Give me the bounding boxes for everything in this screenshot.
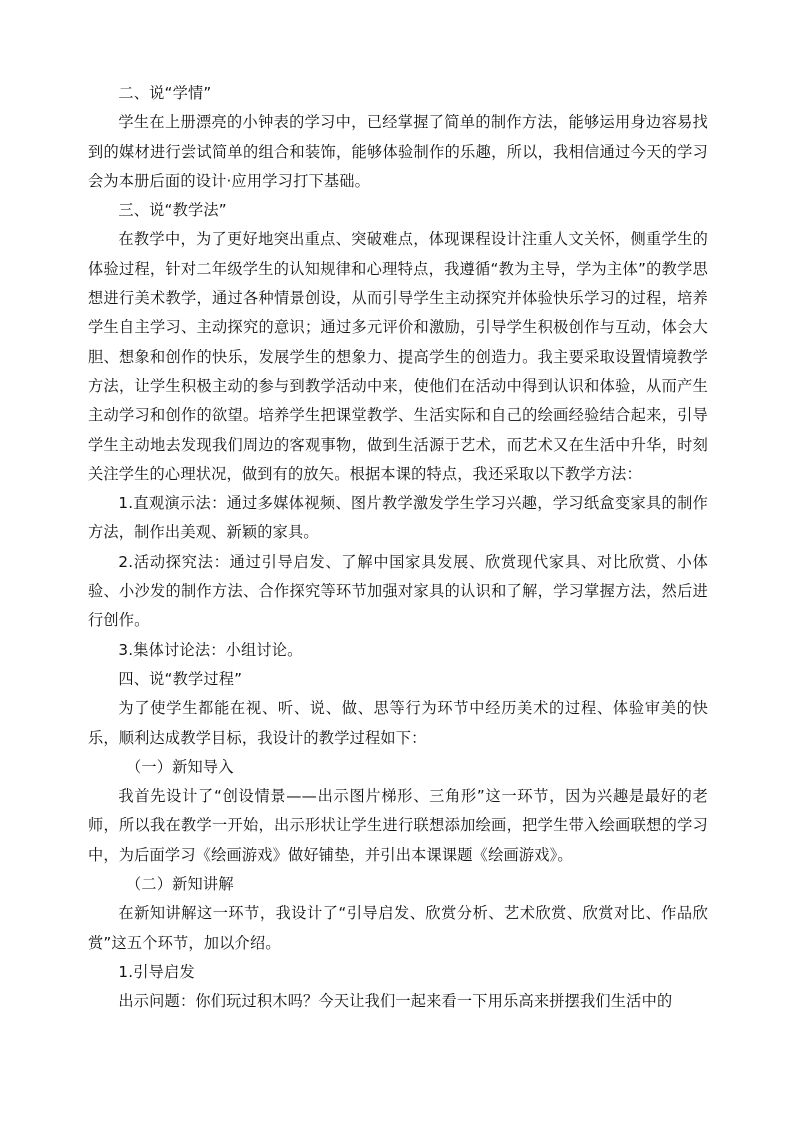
paragraph-new-knowledge-explain: 在新知讲解这一环节，我设计了“引导启发、欣赏分析、艺术欣赏、欣赏对比、作品欣赏”这五个环节，加以介绍。: [88, 904, 708, 952]
paragraph-teaching-methods: 在教学中，为了更好地突出重点、突破难点，体现课程设计注重人文关怀，侧重学生的体验过程，针对二年级学生的认知规律和心理特点，我遵循“教为主导，学为主体”的教学思想进行美术教学，通过各种情景创设，从而引导学生主动探究并体验快乐学习的过程，培养学生自主学习、主动探究的意识；通过多元评价和激励，引导学生积极创作与互动，体会大胆、想象和创作的快乐，发展学生的想象力、提高学生的创造力。我主要采取设置情境教学方法，让学生积极主动的参与到教学活动中来，使他们在活动中得到认识和体验，从而产生主动学习和创作的欲望。培养学生把课堂教学、生活实际和自己的绘画经验结合起来，引导学生主动地去发现我们周边的客观事物，做到生活源于艺术，而艺术又在生活中升华，时刻关注学生的心理状况，做到有的放矢。根据本课的特点，我还采取以下教学方法：: [88, 230, 708, 483]
paragraph-method-exploration: 2.活动探究法：通过引导启发、了解中国家具发展、欣赏现代家具、对比欣赏、小体验、小沙发的制作方法、合作探究等环节加强对家具的认识和了解，学习掌握方法，然后进行创作。: [88, 552, 708, 630]
section-heading-teaching-methods: 三、说“教学法”: [118, 201, 227, 220]
paragraph-method-demonstration: 1.直观演示法：通过多媒体视频、图片教学激发学生学习兴趣，学习纸盒变家具的制作方法，制作出美观、新颖的家具。: [88, 494, 708, 542]
subheading-new-knowledge-intro: （一）新知导入: [126, 757, 234, 776]
paragraph-learning-situation: 学生在上册漂亮的小钟表的学习中，已经掌握了简单的制作方法，能够运用身边容易找到的媒材进行尝试简单的组合和装饰，能够体验制作的乐趣，所以，我相信通过今天的学习会为本册后面的设计·应用学习打下基础。: [88, 113, 708, 190]
section-heading-learning-situation: 二、说“学情”: [118, 84, 212, 102]
subheading-guided-inspiration: 1.引导启发: [118, 962, 195, 981]
paragraph-teaching-process-intro: 为了使学生都能在视、听、说、做、思等行为环节中经历美术的过程、体验审美的快乐，顺利达成教学目标，我设计的教学过程如下：: [88, 699, 708, 747]
paragraph-guided-inspiration: 出示问题：你们玩过积木吗？今天让我们一起来看一下用乐高来拼摆我们生活中的: [118, 992, 673, 1011]
paragraph-method-discussion: 3.集体讨论法：小组讨论。: [118, 640, 303, 659]
paragraph-new-knowledge-intro: 我首先设计了“创设情景——出示图片梯形、三角形”这一环节，因为兴趣是最好的老师，所以我在教学一开始，出示形状让学生进行联想添加绘画，把学生带入绘画联想的学习中，为后面学习《绘画游戏》做好铺垫，并引出本课课题《绘画游戏》。: [88, 787, 708, 864]
document-body: [88, 79, 708, 1017]
subheading-new-knowledge-explain: （二）新知讲解: [126, 875, 234, 894]
section-heading-teaching-process: 四、说“教学过程”: [118, 669, 243, 688]
